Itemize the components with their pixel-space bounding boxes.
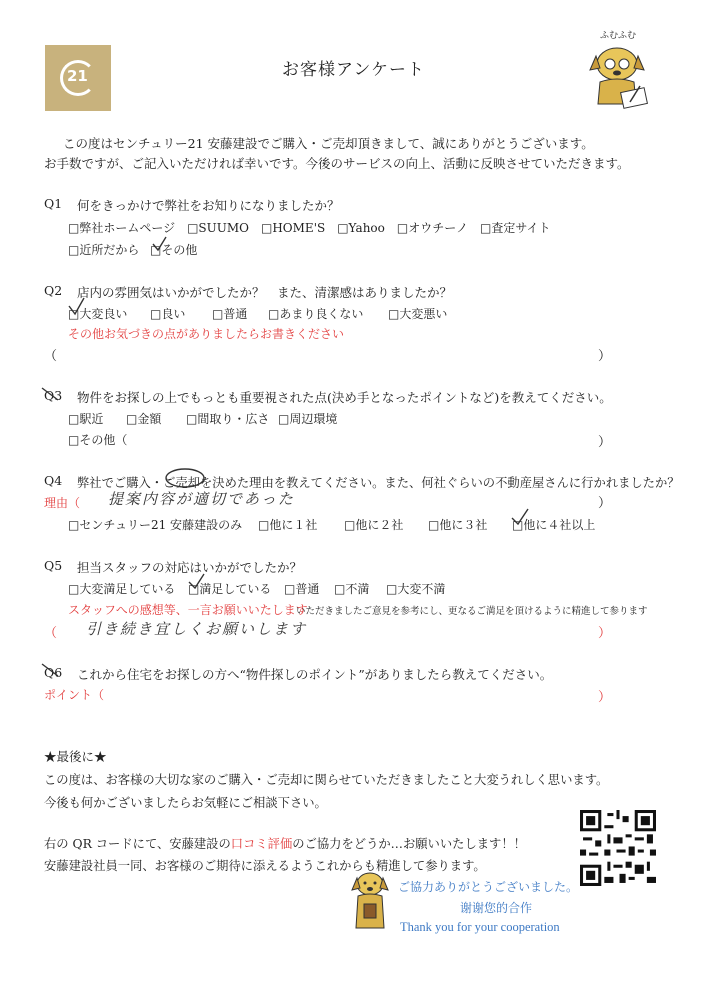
circle-mark-icon <box>163 466 207 490</box>
mascot-dog-bowing-icon <box>346 868 394 941</box>
q6-paren-close: ） <box>598 690 612 705</box>
q4-paren-close: ） <box>598 496 612 511</box>
q4-number: Q4 <box>44 473 63 488</box>
q2-option-normal[interactable]: □普通 <box>212 307 248 321</box>
q3-paren-close: ） <box>598 435 612 450</box>
qr-request-pre: 右の QR コードにて、安藤建設の <box>44 837 231 851</box>
check-mark-icon <box>150 234 170 254</box>
q4-option-1[interactable]: □他に１社 <box>258 518 318 532</box>
q2-option-not-good[interactable]: □あまり良くない <box>268 307 364 321</box>
q6-number: Q6 <box>44 665 63 680</box>
q5-option-very-satisfied[interactable]: □大変満足している <box>68 582 176 596</box>
mascot-caption: ふむふむ <box>600 31 637 41</box>
qr-request-highlight: 口コミ評価 <box>230 837 293 851</box>
q5-option-very-dissatisfied[interactable]: □大変不満 <box>386 582 446 596</box>
q5-text: 担当スタッフの対応はいかがでしたか？ <box>77 560 303 575</box>
qr-code-icon[interactable] <box>580 810 656 886</box>
q5-option-normal[interactable]: □普通 <box>284 582 320 596</box>
intro-line-2: お手数ですが、ご記入いただければ幸いです。今後のサービスの向上、活動に反映させていただきます。 <box>44 156 630 171</box>
intro-line-1: この度はセンチュリー21 安藤建設でご購入・ご売却頂きまして、誠にありがとうございます。 <box>63 136 594 151</box>
q3-option-price[interactable]: □金額 <box>126 412 162 426</box>
check-mark-icon <box>510 506 532 528</box>
check-mark-icon <box>186 571 208 593</box>
q2-text: 店内の雰囲気はいかがでしたか？ また、清潔感はありましたか？ <box>77 285 453 300</box>
q4-option-3[interactable]: □他に３社 <box>428 518 488 532</box>
q2-note: その他お気づきの点がありましたらお書きください <box>68 327 345 341</box>
q5-number: Q5 <box>44 558 63 573</box>
closing-line-1: この度は、お客様の大切な家のご購入・ご売却に関らせていただきましたこと大変うれしく思います。 <box>44 773 609 787</box>
q2-option-good[interactable]: □良い <box>150 307 186 321</box>
q6-text: これから住宅をお探しの方へ“物件探しのポイント”がありましたら教えてください。 <box>77 667 553 682</box>
q5-note: スタッフへの感想等、一言お願いいたします <box>68 603 308 617</box>
qr-request-post: のご協力をどうか…お願いいたします！！ <box>292 837 526 851</box>
q5-option-satisfied[interactable]: □満足している <box>188 582 272 596</box>
q1-number: Q1 <box>44 196 63 211</box>
q2-option-very-good[interactable]: □大変良い <box>68 307 128 321</box>
check-mark-icon <box>66 296 88 318</box>
q3-text: 物件をお探しの上でもっとも重要視された点(決め手となったポイントなど)を教えてください。 <box>77 390 612 405</box>
q3-option-layout[interactable]: □間取り・広さ <box>186 412 270 426</box>
q4-reason-label: 理由（ <box>44 496 81 510</box>
q2-paren-open: （ <box>44 349 58 364</box>
q4-option-4plus[interactable]: □他に４社以上 <box>512 518 596 532</box>
logo-number: 21 <box>67 67 88 85</box>
q4-option-only[interactable]: □センチュリー21 安藤建設のみ <box>68 518 243 532</box>
q2-option-very-bad[interactable]: □大変悪い <box>388 307 448 321</box>
q3-number: Q3 <box>44 388 63 403</box>
q1-option-near[interactable]: □近所だから <box>68 243 140 257</box>
q3-option-other[interactable]: □その他（ <box>68 433 128 447</box>
q1-option-other[interactable]: □その他 <box>150 243 198 257</box>
q2-paren-close: ） <box>598 349 612 364</box>
closing-heading: ★最後に★ <box>44 749 107 764</box>
qr-request-line <box>44 834 526 852</box>
q5-paren-open: （ <box>44 626 58 641</box>
staff-line: 安藤建設社員一同、お客様のご期待に添えるようこれからも精進して参ります。 <box>44 859 486 873</box>
q3-option-station[interactable]: □駅近 <box>68 412 104 426</box>
strike-mark-icon <box>40 384 62 404</box>
thanks-chinese: 谢谢您的合作 <box>460 901 533 915</box>
thanks-english: Thank you for your cooperation <box>400 920 560 934</box>
strike-mark-icon <box>40 660 62 680</box>
q5-option-dissatisfied[interactable]: □不満 <box>334 582 370 596</box>
closing-line-2: 今後も何かございましたらお気軽にご相談下さい。 <box>44 796 327 810</box>
q6-point-label: ポイント（ <box>44 688 105 702</box>
page-title: お客様アンケート <box>282 60 425 80</box>
q5-note-small: いただきましたご意見を参考にし、更なるご満足を頂けるように精進して参ります <box>296 606 648 617</box>
q1-options-row1[interactable]: □弊社ホームページ □SUUMO □HOME'S □Yahoo □オウチーノ □査定サイト <box>68 221 551 235</box>
q5-paren-close: ） <box>598 626 612 641</box>
q5-answer[interactable]: 引き続き宜しくお願いします <box>86 620 308 638</box>
q3-option-environment[interactable]: □周辺環境 <box>278 412 338 426</box>
q4-reason-answer[interactable]: 提案内容が適切であった <box>108 490 295 508</box>
q4-text: 弊社でご購入・ご売却を決めた理由を教えてください。また、何社ぐらいの不動産屋さんに行かれましたか？ <box>77 476 680 490</box>
q1-text: 何をきっかけで弊社をお知りになりましたか？ <box>77 198 340 213</box>
q2-number: Q2 <box>44 283 63 298</box>
thanks-japanese: ご協力ありがとうございました。 <box>398 880 579 894</box>
q4-option-2[interactable]: □他に２社 <box>344 518 404 532</box>
